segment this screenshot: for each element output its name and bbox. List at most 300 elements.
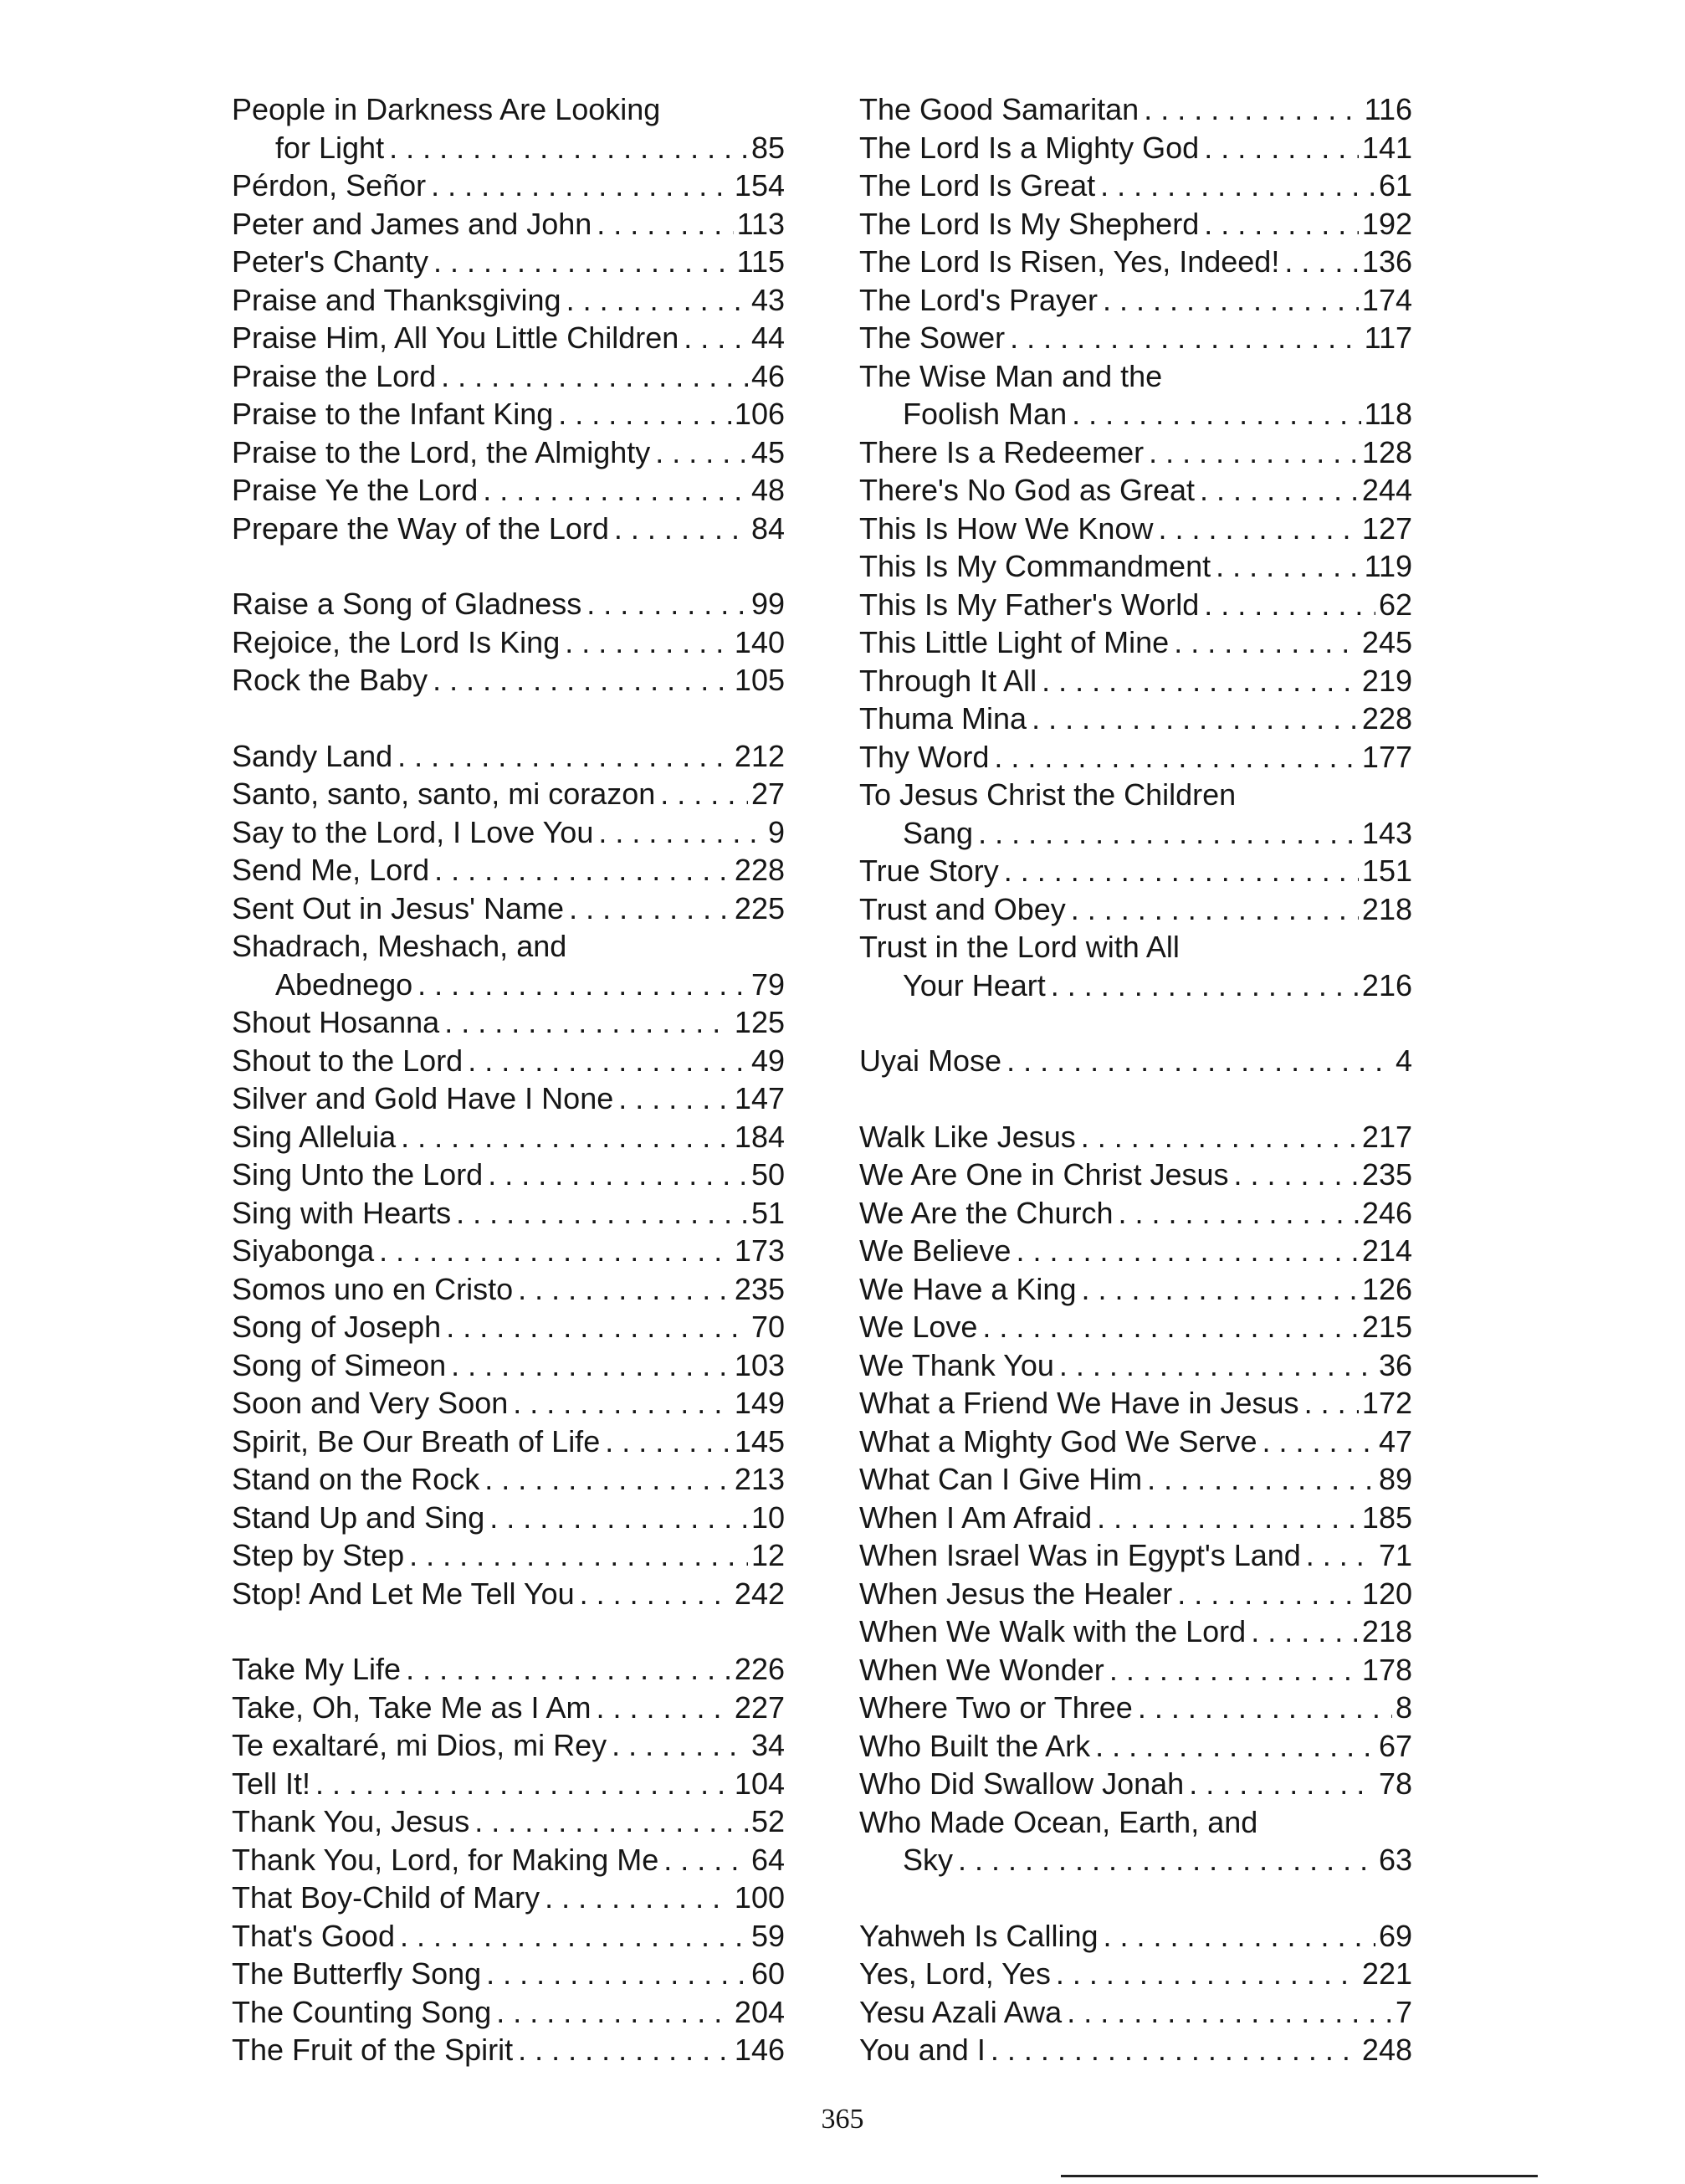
index-entry — [232, 319, 785, 357]
entry-page-number: 61 — [1378, 168, 1412, 203]
index-entry — [859, 1346, 1412, 1385]
dot-leader — [1032, 700, 1359, 738]
entry-title: Spirit, Be Our Breath of Life — [232, 1423, 601, 1459]
entry-title: The Fruit of the Spirit — [232, 2033, 514, 2067]
entry-title: Prepare the Way of the Lord — [232, 510, 609, 546]
entry-page-number: 47 — [1378, 1423, 1412, 1459]
entry-title: Praise and Thanksgiving — [232, 282, 561, 317]
dot-leader — [1095, 1727, 1375, 1766]
entry-title: Take My Life — [232, 1652, 402, 1686]
index-entry — [232, 1003, 785, 1042]
entry-title: Where Two or Three — [859, 1690, 1133, 1725]
entry-title: Trust and Obey — [859, 891, 1066, 926]
entry-title: Rock the Baby — [232, 663, 428, 697]
index-entry — [859, 129, 1412, 167]
dot-leader — [1200, 471, 1359, 510]
index-entry — [859, 1042, 1412, 1080]
entry-title: Stand on the Rock — [232, 1462, 480, 1496]
entry-title: Peter and James and John — [232, 206, 592, 241]
entry-title: What Can I Give Him — [859, 1462, 1143, 1496]
dot-leader — [400, 1917, 748, 1956]
dot-leader — [433, 661, 731, 700]
entry-page-number: 151 — [1361, 854, 1412, 888]
entry-title: Trust in the Lord with All — [859, 930, 1180, 964]
index-entry — [232, 1993, 785, 2032]
entry-title: Who Built the Ark — [859, 1728, 1091, 1763]
entry-page-number: 246 — [1361, 1195, 1412, 1230]
entry-page-number: 174 — [1361, 282, 1412, 317]
dot-leader — [518, 2031, 731, 2069]
entry-title: We Are One in Christ Jesus — [859, 1157, 1229, 1192]
dot-leader — [1100, 167, 1375, 205]
entry-page-number: 216 — [1361, 967, 1412, 1002]
index-entry — [859, 1841, 1412, 1879]
entry-page-number: 51 — [750, 1195, 785, 1230]
index-entry — [232, 1270, 785, 1309]
index-entry — [232, 1346, 785, 1385]
dot-leader — [496, 1993, 731, 2032]
entry-title: To Jesus Christ the Children — [859, 777, 1237, 812]
entry-title: Sent Out in Jesus' Name — [232, 890, 565, 925]
dot-leader — [612, 1726, 748, 1765]
entry-page-number: 120 — [1361, 1576, 1412, 1611]
index-entry — [859, 1308, 1412, 1346]
dot-leader — [565, 623, 731, 662]
entry-page-number: 125 — [734, 1005, 785, 1039]
entry-page-number: 4 — [1395, 1043, 1412, 1078]
entry-page-number: 141 — [1361, 130, 1412, 165]
index-entry — [232, 927, 785, 966]
index-entry — [859, 2031, 1412, 2069]
index-entry — [859, 1651, 1412, 1689]
entry-title: That's Good — [232, 1918, 395, 1953]
entry-title: You and I — [859, 2033, 986, 2067]
entry-title: Praise Ye the Lord — [232, 473, 479, 507]
entry-page-number: 62 — [1378, 587, 1412, 622]
index-entry — [859, 1765, 1412, 1803]
index-entry — [232, 1423, 785, 1461]
dot-leader — [389, 129, 748, 167]
entry-page-number: 215 — [1361, 1310, 1412, 1344]
entry-title: We Have a King — [859, 1271, 1077, 1306]
dot-leader — [1104, 1917, 1375, 1956]
index-entry — [232, 775, 785, 813]
entry-page-number: 46 — [750, 358, 785, 393]
index-entry — [859, 357, 1412, 396]
dot-leader — [1251, 1612, 1359, 1651]
index-entry — [859, 471, 1412, 510]
entry-title: We Thank You — [859, 1347, 1054, 1382]
index-entry — [232, 889, 785, 928]
entry-title: Sing Alleluia — [232, 1119, 397, 1154]
index-entry — [859, 1955, 1412, 1993]
entry-title: What a Mighty God We Serve — [859, 1423, 1257, 1459]
entry-title: Take, Oh, Take Me as I Am — [232, 1689, 592, 1725]
entry-title: Praise to the Lord, the Almighty — [232, 434, 651, 469]
index-entry — [859, 586, 1412, 624]
entry-page-number: 212 — [734, 738, 785, 773]
index-entry — [859, 510, 1412, 548]
entry-page-number: 34 — [750, 1728, 785, 1762]
index-entry — [859, 205, 1412, 244]
entry-page-number: 36 — [1378, 1347, 1412, 1382]
index-entry — [859, 1194, 1412, 1233]
entry-title: Soon and Very Soon — [232, 1386, 509, 1420]
dot-leader — [1177, 1575, 1359, 1613]
index-entry — [859, 1384, 1412, 1423]
dot-leader — [660, 775, 748, 813]
entry-page-number: 103 — [734, 1347, 785, 1382]
index-entry — [859, 966, 1412, 1005]
dot-leader — [1097, 1499, 1359, 1537]
page-number: 365 — [821, 2104, 864, 2135]
entry-page-number: 126 — [1361, 1271, 1412, 1306]
index-entry — [859, 1423, 1412, 1461]
index-entry — [859, 1803, 1412, 1842]
index-entry — [232, 471, 785, 510]
index-entry — [232, 357, 785, 396]
index-entry — [232, 661, 785, 700]
entry-page-number: 71 — [1378, 1538, 1412, 1572]
entry-title: Your Heart — [903, 967, 1046, 1002]
entry-title: The Butterfly Song — [232, 1956, 482, 1991]
entry-title: Raise a Song of Gladness — [232, 587, 582, 621]
entry-page-number: 235 — [734, 1271, 785, 1306]
dot-leader — [397, 737, 731, 776]
entry-page-number: 117 — [1364, 320, 1412, 355]
index-entry — [859, 814, 1412, 853]
dot-leader — [978, 814, 1359, 853]
entry-page-number: 10 — [750, 1500, 785, 1535]
index-entry — [232, 205, 785, 244]
entry-title: The Lord's Prayer — [859, 282, 1098, 317]
dot-leader — [991, 2031, 1359, 2069]
entry-page-number: 104 — [734, 1766, 785, 1801]
entry-title: Santo, santo, santo, mi corazon — [232, 777, 656, 811]
entry-page-number: 172 — [1361, 1386, 1412, 1420]
entry-title: There Is a Redeemer — [859, 434, 1145, 469]
entry-page-number: 63 — [1378, 1843, 1412, 1877]
index-entry — [859, 243, 1412, 281]
index-entry — [232, 281, 785, 320]
entry-page-number: 149 — [734, 1386, 785, 1420]
dot-leader — [401, 1118, 731, 1156]
dot-leader — [1174, 623, 1359, 662]
entry-page-number: 244 — [1361, 473, 1412, 507]
entry-title: Sing Unto the Lord — [232, 1157, 484, 1192]
entry-title: Sky — [903, 1843, 954, 1877]
index-entry — [232, 433, 785, 472]
entry-title: When Jesus the Healer — [859, 1576, 1173, 1611]
dot-leader — [1306, 1536, 1375, 1575]
footer-rule — [1061, 2175, 1538, 2177]
entry-title: This Is How We Know — [859, 510, 1154, 546]
entry-page-number: 221 — [1361, 1956, 1412, 1991]
entry-page-number: 49 — [750, 1043, 785, 1078]
index-entry — [859, 1232, 1412, 1270]
index-entry — [859, 1270, 1412, 1309]
index-entry — [859, 1575, 1412, 1613]
index-entry — [232, 1079, 785, 1118]
index-entry — [232, 2031, 785, 2069]
dot-leader — [431, 167, 731, 205]
entry-title: Sing with Hearts — [232, 1195, 452, 1230]
entry-title: Abednego — [275, 966, 413, 1002]
index-entry — [232, 1879, 785, 1917]
dot-leader — [1109, 1651, 1359, 1689]
entry-title: When We Wonder — [859, 1652, 1104, 1687]
dot-leader — [409, 1536, 748, 1575]
dot-leader — [456, 1194, 748, 1233]
index-entry — [232, 395, 785, 433]
index-entry — [232, 1308, 785, 1346]
dot-leader — [1006, 1042, 1392, 1080]
entry-page-number: 192 — [1361, 206, 1412, 241]
index-entry — [859, 1499, 1412, 1537]
entry-page-number: 248 — [1361, 2033, 1412, 2067]
entry-title: Silver and Gold Have I None — [232, 1081, 614, 1115]
entry-title: Shout to the Lord — [232, 1043, 464, 1078]
index-entry — [859, 776, 1412, 814]
index-entry — [232, 851, 785, 889]
index-entry — [859, 928, 1412, 966]
dot-leader — [1204, 205, 1359, 244]
index-column-left — [232, 90, 785, 2069]
entry-title: Who Did Swallow Jonah — [859, 1766, 1185, 1801]
dot-leader — [958, 1841, 1375, 1879]
entry-title: Send Me, Lord — [232, 853, 430, 887]
index-entry — [232, 1650, 785, 1689]
dot-leader — [1081, 1118, 1359, 1156]
entry-page-number: 147 — [734, 1081, 785, 1115]
entry-page-number: 145 — [734, 1423, 785, 1459]
entry-title: Praise Him, All You Little Children — [232, 320, 679, 355]
dot-leader — [379, 1232, 731, 1270]
entry-page-number: 204 — [734, 1994, 785, 2029]
index-entry — [232, 243, 785, 281]
dot-leader — [597, 1689, 731, 1727]
dot-leader — [569, 889, 731, 928]
dot-leader — [406, 1650, 731, 1689]
entry-page-number: 242 — [734, 1576, 785, 1611]
entry-title: for Light — [275, 130, 385, 165]
entry-title: The Wise Man and the — [859, 358, 1163, 393]
index-entry — [232, 1156, 785, 1194]
entry-title: We Are the Church — [859, 1195, 1114, 1230]
dot-leader — [994, 738, 1359, 777]
entry-page-number: 245 — [1361, 625, 1412, 659]
index-entry — [859, 167, 1412, 205]
dot-leader — [598, 813, 765, 852]
entry-page-number: 70 — [750, 1310, 785, 1344]
index-entry — [859, 547, 1412, 586]
dot-leader — [474, 1802, 748, 1841]
dot-leader — [1051, 966, 1359, 1005]
entry-page-number: 228 — [734, 853, 785, 887]
entry-title: Uyai Mose — [859, 1043, 1002, 1078]
entry-title: When We Walk with the Lord — [859, 1614, 1247, 1648]
index-entry — [232, 623, 785, 662]
entry-page-number: 146 — [734, 2033, 785, 2067]
entry-page-number: 105 — [734, 663, 785, 697]
entry-page-number: 67 — [1378, 1728, 1412, 1763]
index-entry — [232, 1499, 785, 1537]
dot-leader — [444, 1003, 731, 1042]
dot-leader — [451, 1346, 731, 1385]
dot-leader — [614, 510, 748, 548]
entry-title: Who Made Ocean, Earth, and — [859, 1804, 1258, 1839]
dot-leader — [434, 851, 731, 889]
entry-page-number: 52 — [750, 1804, 785, 1838]
dot-leader — [1056, 1955, 1359, 1993]
index-entry — [859, 852, 1412, 890]
entry-page-number: 218 — [1361, 1614, 1412, 1648]
dot-leader — [484, 1460, 731, 1499]
index-entry — [232, 1194, 785, 1233]
entry-title: Walk Like Jesus — [859, 1119, 1076, 1154]
dot-leader — [468, 1042, 748, 1080]
entry-title: When I Am Afraid — [859, 1500, 1093, 1535]
entry-title: The Lord Is a Mighty God — [859, 130, 1200, 165]
entry-title: Thank You, Jesus — [232, 1804, 470, 1838]
dot-leader — [1138, 1689, 1392, 1727]
dot-leader — [1204, 129, 1359, 167]
entry-title: The Lord Is Great — [859, 168, 1096, 203]
dot-leader — [1081, 1270, 1358, 1309]
entry-page-number: 235 — [1361, 1157, 1412, 1192]
entry-title: Praise the Lord — [232, 358, 437, 393]
entry-title: Sandy Land — [232, 738, 393, 773]
index-entry — [859, 1536, 1412, 1575]
entry-title: Through It All — [859, 663, 1037, 698]
index-entry — [859, 890, 1412, 929]
entry-page-number: 219 — [1361, 663, 1412, 698]
entry-page-number: 8 — [1395, 1690, 1412, 1725]
index-entry — [859, 281, 1412, 320]
entry-title: True Story — [859, 854, 999, 888]
index-entry — [232, 1118, 785, 1156]
index-entry — [859, 662, 1412, 700]
dot-leader — [1119, 1194, 1359, 1233]
entry-page-number: 218 — [1361, 891, 1412, 926]
dot-leader — [1144, 90, 1360, 129]
entry-page-number: 45 — [750, 434, 785, 469]
entry-page-number: 78 — [1378, 1766, 1412, 1801]
index-entry — [232, 90, 785, 129]
index-entry — [859, 395, 1412, 433]
index-entry — [232, 167, 785, 205]
entry-page-number: 213 — [734, 1462, 785, 1496]
index-entry — [232, 1765, 785, 1803]
dot-leader — [513, 1384, 731, 1423]
index-entry — [232, 129, 785, 167]
dot-leader — [486, 1955, 748, 1993]
entry-page-number: 69 — [1378, 1918, 1412, 1953]
entry-title: We Love — [859, 1310, 978, 1344]
entry-page-number: 59 — [750, 1918, 785, 1953]
dot-leader — [1204, 586, 1375, 624]
entry-page-number: 143 — [1361, 815, 1412, 850]
index-entry — [859, 90, 1412, 129]
entry-page-number: 89 — [1378, 1462, 1412, 1496]
entry-page-number: 118 — [1364, 397, 1412, 431]
index-entry — [232, 1536, 785, 1575]
entry-page-number: 27 — [750, 777, 785, 811]
entry-title: There's No God as Great — [859, 473, 1196, 507]
entry-page-number: 99 — [750, 587, 785, 621]
index-entry — [232, 813, 785, 852]
entry-page-number: 48 — [750, 473, 785, 507]
index-entry — [232, 510, 785, 548]
entry-page-number: 60 — [750, 1956, 785, 1991]
dot-leader — [586, 585, 748, 623]
entry-page-number: 7 — [1395, 1994, 1412, 2029]
entry-page-number: 227 — [734, 1689, 785, 1725]
dot-leader — [1071, 890, 1359, 929]
entry-title: Foolish Man — [903, 397, 1068, 431]
entry-page-number: 173 — [734, 1233, 785, 1268]
index-entry — [859, 738, 1412, 777]
entry-title: Yes, Lord, Yes — [859, 1956, 1051, 1991]
dot-leader — [1304, 1384, 1359, 1423]
entry-page-number: 84 — [750, 510, 785, 546]
entry-page-number: 100 — [734, 1880, 785, 1915]
dot-leader — [566, 281, 748, 320]
entry-title: Say to the Lord, I Love You — [232, 814, 594, 849]
entry-title: Thank You, Lord, for Making Me — [232, 1842, 659, 1877]
index-entry — [232, 966, 785, 1004]
index-entry — [232, 1460, 785, 1499]
entry-title: Somos uno en Cristo — [232, 1271, 514, 1306]
entry-title: Rejoice, the Lord Is King — [232, 624, 561, 659]
entry-page-number: 106 — [734, 397, 785, 431]
entry-page-number: 226 — [734, 1652, 785, 1686]
dot-leader — [1072, 395, 1361, 433]
entry-title: Praise to the Infant King — [232, 397, 554, 431]
entry-title: People in Darkness Are Looking — [232, 92, 661, 126]
entry-page-number: 127 — [1361, 510, 1412, 546]
dot-leader — [1004, 852, 1359, 890]
entry-page-number: 140 — [734, 624, 785, 659]
dot-leader — [982, 1308, 1359, 1346]
dot-leader — [1234, 1156, 1359, 1194]
dot-leader — [558, 395, 731, 433]
dot-leader — [545, 1879, 731, 1917]
dot-leader — [618, 1079, 731, 1118]
entry-title: That Boy-Child of Mary — [232, 1880, 540, 1915]
entry-title: Te exaltaré, mi Dios, mi Rey — [232, 1728, 607, 1762]
entry-page-number: 178 — [1361, 1652, 1412, 1687]
index-entry — [232, 1232, 785, 1270]
entry-page-number: 50 — [750, 1157, 785, 1192]
entry-page-number: 64 — [750, 1842, 785, 1877]
index-entry — [232, 1802, 785, 1841]
entry-title: Tell It! — [232, 1766, 311, 1801]
entry-page-number: 44 — [750, 320, 785, 355]
entry-title: Pérdon, Señor — [232, 168, 427, 203]
dot-leader — [684, 319, 748, 357]
dot-leader — [446, 1308, 748, 1346]
index-entry — [232, 1384, 785, 1423]
dot-leader — [1067, 1993, 1392, 2032]
entry-page-number: 185 — [1361, 1500, 1412, 1535]
index-entry — [859, 1727, 1412, 1766]
dot-leader — [1147, 1460, 1375, 1499]
entry-page-number: 136 — [1361, 244, 1412, 279]
dot-leader — [1216, 547, 1360, 586]
entry-title: Yesu Azali Awa — [859, 1994, 1063, 2029]
entry-page-number: 79 — [750, 966, 785, 1002]
